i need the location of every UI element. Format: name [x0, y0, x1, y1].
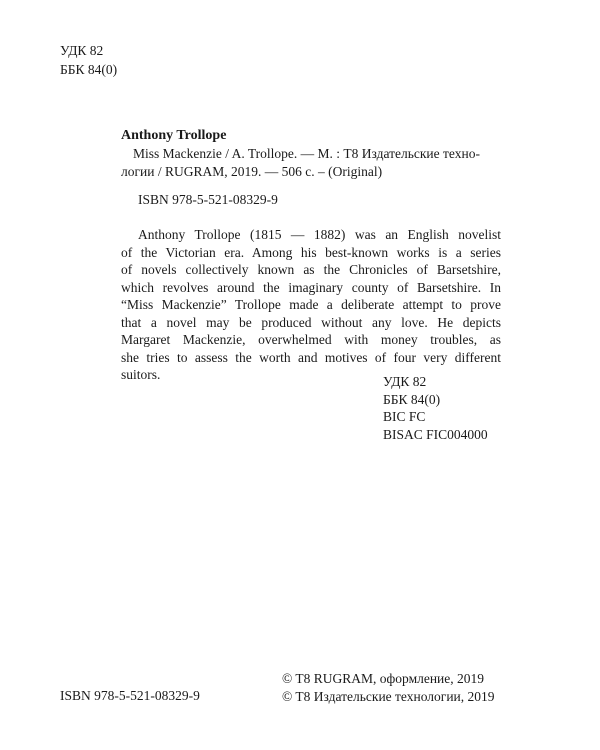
header-classification-codes — [60, 41, 117, 79]
annotation-text — [121, 226, 501, 384]
annotation-line: that a novel may be produced without any love. He depicts — [121, 314, 501, 330]
bibliographic-record — [121, 145, 501, 180]
header-udk-code: УДК 82 — [60, 43, 104, 58]
bic-code: BIC FC — [383, 409, 426, 424]
annotation-line: Margaret Mackenzie, overwhelmed with money troubles, as — [121, 332, 501, 347]
classification-codes — [383, 373, 488, 443]
annotation-line: suitors. — [121, 367, 161, 382]
author-heading: Anthony Trollope — [121, 128, 227, 143]
annotation-line: she tries to assess the worth and motives of four very different — [121, 349, 501, 365]
bbk-code: ББК 84(0) — [383, 391, 441, 407]
annotation-line: “Miss Mackenzie” Trollope made a deliberate attempt to prove — [121, 297, 501, 312]
copyright-notice — [282, 670, 495, 705]
udk-code: УДК 82 — [383, 374, 427, 389]
copyright-line-publisher: © T8 Издательские технологии, 2019 — [282, 688, 495, 704]
isbn-number: ISBN 978-5-521-08329-9 — [138, 192, 278, 207]
bisac-code: BISAC FIC004000 — [383, 426, 488, 442]
bibliographic-record-line: Miss Mackenzie / A. Trollope. — М. : T8 Издательские техно- — [133, 146, 480, 161]
annotation-line: of the Victorian era. Among his best-known works is a series — [121, 244, 501, 260]
annotation-line: Anthony Trollope (1815 — 1882) was an English novelist — [138, 227, 501, 242]
bibliographic-record-line: логии / RUGRAM, 2019. — 506 с. – (Original) — [121, 163, 383, 179]
copyright-line-design: © T8 RUGRAM, оформление, 2019 — [282, 671, 485, 686]
footer-isbn: ISBN 978-5-521-08329-9 — [60, 688, 200, 703]
annotation-line: which revolves around the imaginary county of Barsetshire. In — [121, 279, 501, 295]
annotation-line: of novels collectively known as the Chronicles of Barsetshire, — [121, 262, 501, 277]
header-bbk-code: ББК 84(0) — [60, 62, 118, 77]
